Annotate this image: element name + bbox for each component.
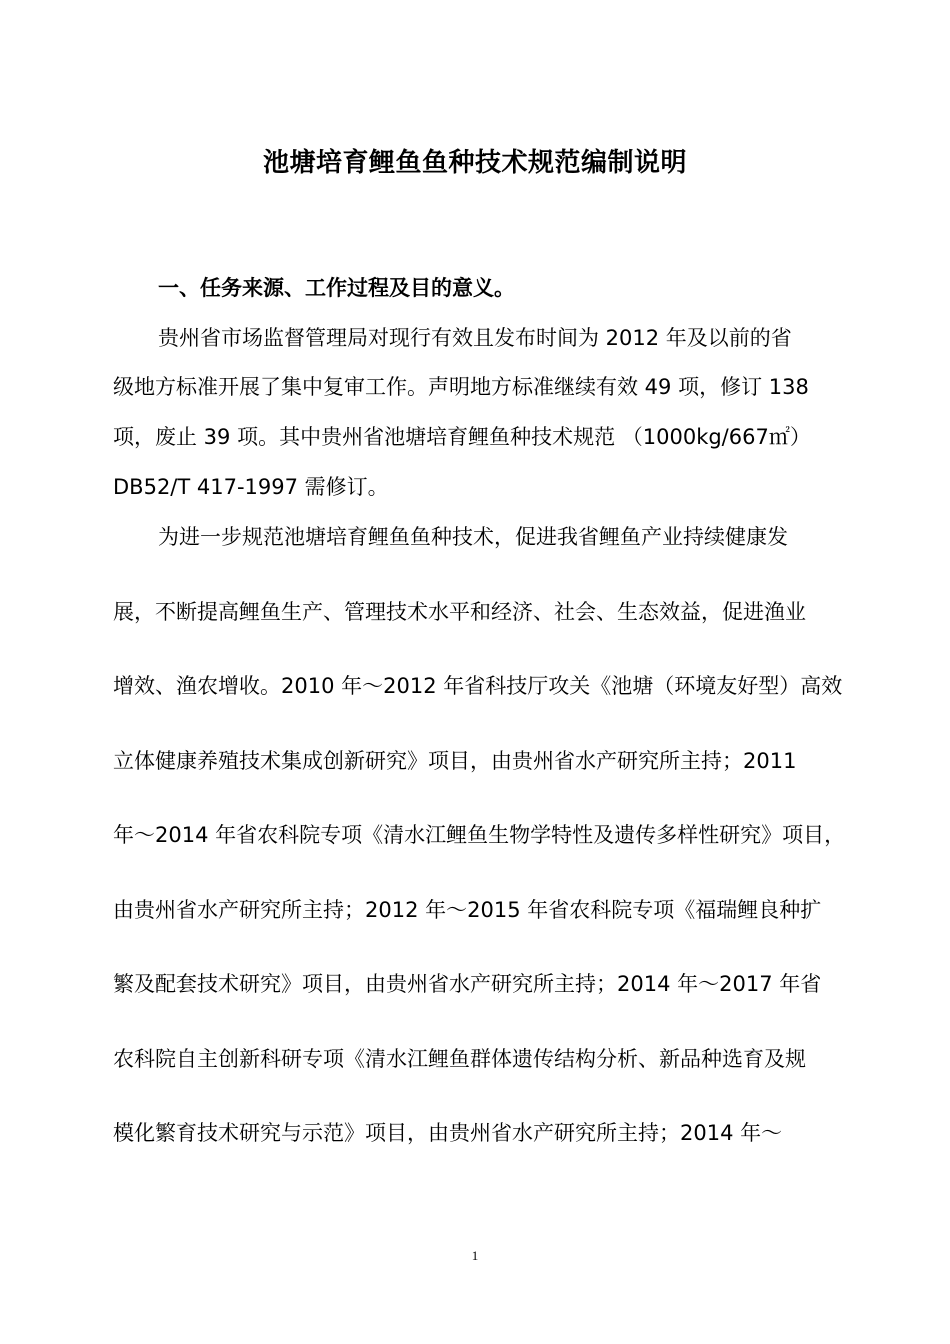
paragraph-line: 立体健康养殖技术集成创新研究》项目，由贵州省水产研究所主持；2011 (113, 749, 797, 773)
paragraph-line: 模化繁育技术研究与示范》项目，由贵州省水产研究所主持；2014 年～ (113, 1121, 783, 1145)
paragraph-line: 增效、渔农增收。2010 年～2012 年省科技厅攻关《池塘（环境友好型）高效 (113, 674, 843, 698)
page-number: 1 (471, 1248, 479, 1263)
paragraph-line: 为进一步规范池塘培育鲤鱼鱼种技术，促进我省鲤鱼产业持续健康发 (158, 525, 788, 549)
document-title: 池塘培育鲤鱼鱼种技术规范编制说明 (262, 148, 687, 178)
paragraph-line: 由贵州省水产研究所主持；2012 年～2015 年省农科院专项《福瑞鲤良种扩 (113, 898, 822, 922)
paragraph-line: 展，不断提高鲤鱼生产、管理技术水平和经济、社会、生态效益，促进渔业 (113, 600, 806, 624)
paragraph-line: 繁及配套技术研究》项目，由贵州省水产研究所主持；2014 年～2017 年省 (113, 972, 822, 996)
paragraph-line: 贵州省市场监督管理局对现行有效且发布时间为 2012 年及以前的省 (158, 326, 792, 350)
paragraph-line: DB52/T 417-1997 需修订。 (113, 475, 389, 499)
paragraph-line: 级地方标准开展了集中复审工作。声明地方标准继续有效 49 项，修订 138 (113, 375, 809, 399)
paragraph-line: 农科院自主创新科研专项《清水江鲤鱼群体遗传结构分析、新品种选育及规 (113, 1047, 806, 1071)
paragraph-line: 项，废止 39 项。其中贵州省池塘培育鲤鱼种技术规范 （1000kg/667㎡） (113, 425, 811, 449)
section-heading: 一、任务来源、工作过程及目的意义。 (158, 276, 515, 300)
paragraph-line: 年～2014 年省农科院专项《清水江鲤鱼生物学特性及遗传多样性研究》项目， (113, 823, 846, 847)
